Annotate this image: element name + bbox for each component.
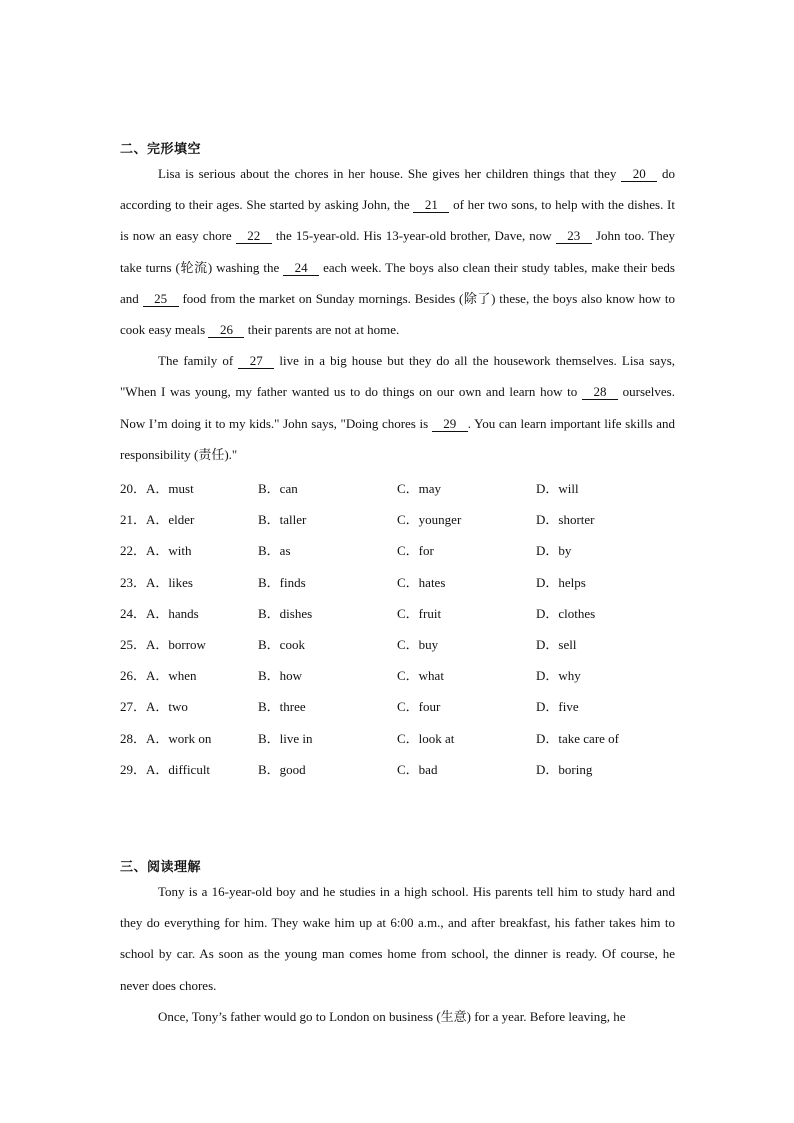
option-a: A．difficult xyxy=(146,761,211,777)
cloze-passage xyxy=(120,158,675,470)
option-b: B．taller xyxy=(258,512,307,528)
option-b: B．three xyxy=(258,699,306,715)
option-a: A．hands xyxy=(146,605,199,621)
blank-25: 25 xyxy=(143,292,179,307)
reading-paragraph-2: Once, Tony’s father would go to London on business (生意) for a year. Before leaving, he xyxy=(158,1008,626,1024)
option-c: C．buy xyxy=(397,637,439,653)
question-row xyxy=(120,503,680,534)
option-c: C．four xyxy=(397,699,441,715)
question-row xyxy=(120,722,680,753)
question-row xyxy=(120,472,680,503)
blank-20: 20 xyxy=(621,167,657,182)
question-number: 22． xyxy=(120,543,147,559)
option-b: B．can xyxy=(258,481,298,497)
option-a: A．elder xyxy=(146,512,195,528)
option-b: B．cook xyxy=(258,637,305,653)
option-a: A．with xyxy=(146,543,192,559)
option-d: D．will xyxy=(536,481,579,497)
option-a: A．work on xyxy=(146,730,212,746)
question-number: 25． xyxy=(120,637,147,653)
question-number: 26． xyxy=(120,668,147,684)
blank-22: 22 xyxy=(236,229,272,244)
question-row xyxy=(120,628,680,659)
question-row xyxy=(120,753,680,784)
option-c: C．look at xyxy=(397,730,455,746)
option-c: C．may xyxy=(397,481,442,497)
question-number: 28． xyxy=(120,730,147,746)
option-b: B．live in xyxy=(258,730,313,746)
question-number: 21． xyxy=(120,512,147,528)
option-b: B．good xyxy=(258,761,306,777)
blank-29: 29 xyxy=(432,417,468,432)
option-b: B．finds xyxy=(258,574,306,590)
option-d: D．take care of xyxy=(536,730,620,746)
option-a: A．borrow xyxy=(146,637,206,653)
reading-passage xyxy=(120,876,675,1032)
question-number: 24． xyxy=(120,605,147,621)
question-row xyxy=(120,659,680,690)
option-d: D．five xyxy=(536,699,579,715)
option-a: A．must xyxy=(146,481,194,497)
question-row xyxy=(120,597,680,628)
reading-paragraph-1: Tony is a 16-year-old boy and he studies in a high school. His parents tell him to study hard and they do everything for him. They wake him up at 6:00 a.m., and after breakfast, his father takes him to school by car. As soon as the young man comes home from school, the dinner is ready. Of course, he never does chores. xyxy=(120,884,675,993)
option-a: A．when xyxy=(146,668,197,684)
option-a: A．likes xyxy=(146,574,193,590)
option-c: C．for xyxy=(397,543,434,559)
cloze-paragraph-2: The family of 27 live in a big house but they do all the housework themselves. Lisa says, "When I was young, my father wanted us to do things on our own and learn how to 28 ourselves. Now I’m doing it to my kids." John says, "Doing chores is 29 . You can learn important life skills and responsibility (责任)." xyxy=(120,353,676,462)
reading-heading: 三、阅读理解 xyxy=(120,860,202,875)
question-number: 20． xyxy=(120,481,147,497)
question-number: 23． xyxy=(120,574,147,590)
blank-28: 28 xyxy=(582,385,618,400)
option-d: D．why xyxy=(536,668,581,684)
cloze-options xyxy=(120,472,680,784)
option-c: C．what xyxy=(397,668,444,684)
blank-27: 27 xyxy=(238,354,274,369)
question-row xyxy=(120,566,680,597)
option-b: B．dishes xyxy=(258,605,313,621)
option-c: C．bad xyxy=(397,761,438,777)
question-row xyxy=(120,534,680,565)
option-c: C．hates xyxy=(397,574,446,590)
cloze-paragraph-1: Lisa is serious about the chores in her house. She gives her children things that they 20 do according to their ages. She started by asking John, the 21 of her two sons, to help with the dishes. It is now an easy chore 22 the 15-year-old. His 13-year-old brother, Dave, now 23 John too. They take turns (轮流) washing the 24 each week. The boys also clean their study tables, make their beds and 25 food from the market on Sunday mornings. Besides (除了) these, the boys also know how to cook easy meals 26 their parents are not at home. xyxy=(120,166,676,338)
option-d: D．shorter xyxy=(536,512,595,528)
option-b: B．how xyxy=(258,668,303,684)
option-d: D．clothes xyxy=(536,605,596,621)
blank-21: 21 xyxy=(413,198,449,213)
blank-23: 23 xyxy=(556,229,592,244)
question-row xyxy=(120,690,680,721)
option-c: C．younger xyxy=(397,512,462,528)
question-number: 27． xyxy=(120,699,147,715)
blank-24: 24 xyxy=(283,261,319,276)
option-b: B．as xyxy=(258,543,291,559)
option-c: C．fruit xyxy=(397,605,442,621)
option-a: A．two xyxy=(146,699,188,715)
blank-26: 26 xyxy=(208,323,244,338)
option-d: D．boring xyxy=(536,761,593,777)
cloze-heading: 二、完形填空 xyxy=(120,142,202,157)
question-number: 29． xyxy=(120,761,147,777)
option-d: D．sell xyxy=(536,637,577,653)
option-d: D．helps xyxy=(536,574,586,590)
option-d: D．by xyxy=(536,543,572,559)
